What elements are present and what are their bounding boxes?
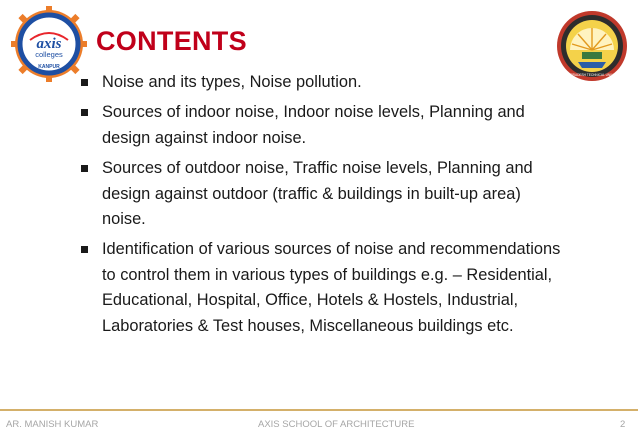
- footer-divider: [0, 409, 638, 411]
- svg-text:axis: axis: [36, 36, 62, 52]
- list-item: [78, 156, 568, 232]
- bullet-square-icon: [81, 246, 88, 253]
- svg-text:colleges: colleges: [35, 50, 63, 59]
- bullet-square-icon: [81, 109, 88, 116]
- bullet-square-icon: [81, 79, 88, 86]
- list-item-text: Noise and its types, Noise pollution.: [102, 73, 362, 91]
- svg-text:KANPUR: KANPUR: [38, 64, 60, 70]
- list-item: [78, 100, 568, 151]
- footer-author: AR. MANISH KUMAR: [6, 419, 99, 430]
- page-number: 2: [620, 419, 626, 430]
- slide-title: CONTENTS: [96, 26, 247, 56]
- footer-school: AXIS SCHOOL OF ARCHITECTURE: [258, 419, 415, 430]
- list-item: [78, 70, 568, 95]
- list-item-text: Sources of outdoor noise, Traffic noise levels, Planning and design against outdoor (traffic & buildings in built-up area) noise.: [102, 159, 533, 229]
- contents-list: [78, 70, 568, 344]
- list-item-text: Identification of various sources of noise and recommendations to control them in various types of buildings e.g. – Residential, Educational, Hospital, Office, Hotels & Hostels, Industrial, Laboratories & Test houses, Miscellaneous buildings etc.: [102, 240, 561, 335]
- bullet-square-icon: [81, 165, 88, 172]
- list-item-text: Sources of indoor noise, Indoor noise levels, Planning and design against indoor noise.: [102, 103, 525, 147]
- svg-text:UTTAR PRADESH TECHNICAL UNIVER: UTTAR PRADESH TECHNICAL UNIVERSITY: [559, 73, 625, 77]
- list-item: [78, 237, 568, 339]
